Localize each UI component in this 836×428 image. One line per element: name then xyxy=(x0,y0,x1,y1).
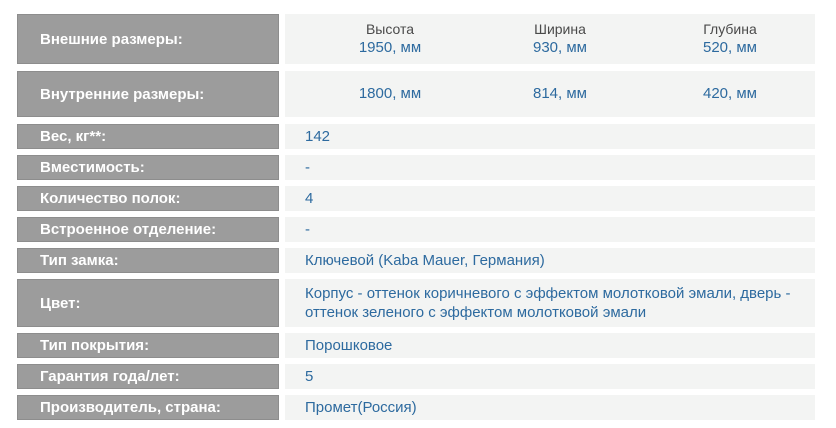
dimension-header: Глубина xyxy=(703,21,757,37)
dimension-column-depth xyxy=(645,20,815,58)
dimension-value: 1800, мм xyxy=(358,85,422,102)
row-value: Порошковое xyxy=(285,333,815,358)
color-description: Корпус - оттенок коричневого с эффектом молотковой эмали, дверь - оттенок зеленого с эффектом молотковой эмали xyxy=(305,285,791,321)
row-value: 4 xyxy=(285,186,815,211)
row-label: Внешние размеры: xyxy=(17,14,279,64)
spec-row-weight xyxy=(17,124,815,149)
row-label: Количество полок: xyxy=(17,186,279,211)
spec-row-external-dimensions xyxy=(17,14,815,64)
spec-row-warranty xyxy=(17,364,815,389)
spec-row-color xyxy=(17,279,815,327)
row-label: Производитель, страна: xyxy=(17,395,279,420)
dimension-header: Высота xyxy=(365,21,415,37)
spec-row-shelves xyxy=(17,186,815,211)
dimension-column-depth xyxy=(645,84,815,104)
row-value: Промет(Россия) xyxy=(285,395,815,420)
row-label: Цвет: xyxy=(17,279,279,327)
row-label: Тип замка: xyxy=(17,248,279,273)
row-label: Внутренние размеры: xyxy=(17,71,279,117)
row-label: Вместимость: xyxy=(17,155,279,180)
row-value: - xyxy=(285,155,815,180)
dimension-header: Ширина xyxy=(534,21,586,37)
dimension-column-height xyxy=(305,84,475,104)
row-value: - xyxy=(285,217,815,242)
dimension-value: 420, мм xyxy=(703,85,757,102)
spec-table xyxy=(17,14,815,426)
spec-row-builtin-compartment xyxy=(17,217,815,242)
spec-row-coating xyxy=(17,333,815,358)
row-value: 142 xyxy=(285,124,815,149)
dimension-value: 520, мм xyxy=(703,39,757,56)
dimension-value: 814, мм xyxy=(533,85,587,102)
row-value xyxy=(285,279,815,327)
row-label: Вес, кг**: xyxy=(17,124,279,149)
row-value: 5 xyxy=(285,364,815,389)
row-value: Ключевой (Kaba Mauer, Германия) xyxy=(285,248,815,273)
row-value-dimensions xyxy=(285,71,815,117)
row-label: Гарантия года/лет: xyxy=(17,364,279,389)
row-label: Встроенное отделение: xyxy=(17,217,279,242)
row-value-dimensions xyxy=(285,14,815,64)
dimension-value: 1950, мм xyxy=(358,39,422,56)
dimension-column-height xyxy=(305,20,475,58)
dimension-value: 930, мм xyxy=(533,39,587,56)
dimension-column-width xyxy=(475,20,645,58)
row-label: Тип покрытия: xyxy=(17,333,279,358)
spec-row-manufacturer xyxy=(17,395,815,420)
dimension-column-width xyxy=(475,84,645,104)
spec-row-lock-type xyxy=(17,248,815,273)
spec-row-capacity xyxy=(17,155,815,180)
spec-row-internal-dimensions xyxy=(17,71,815,117)
